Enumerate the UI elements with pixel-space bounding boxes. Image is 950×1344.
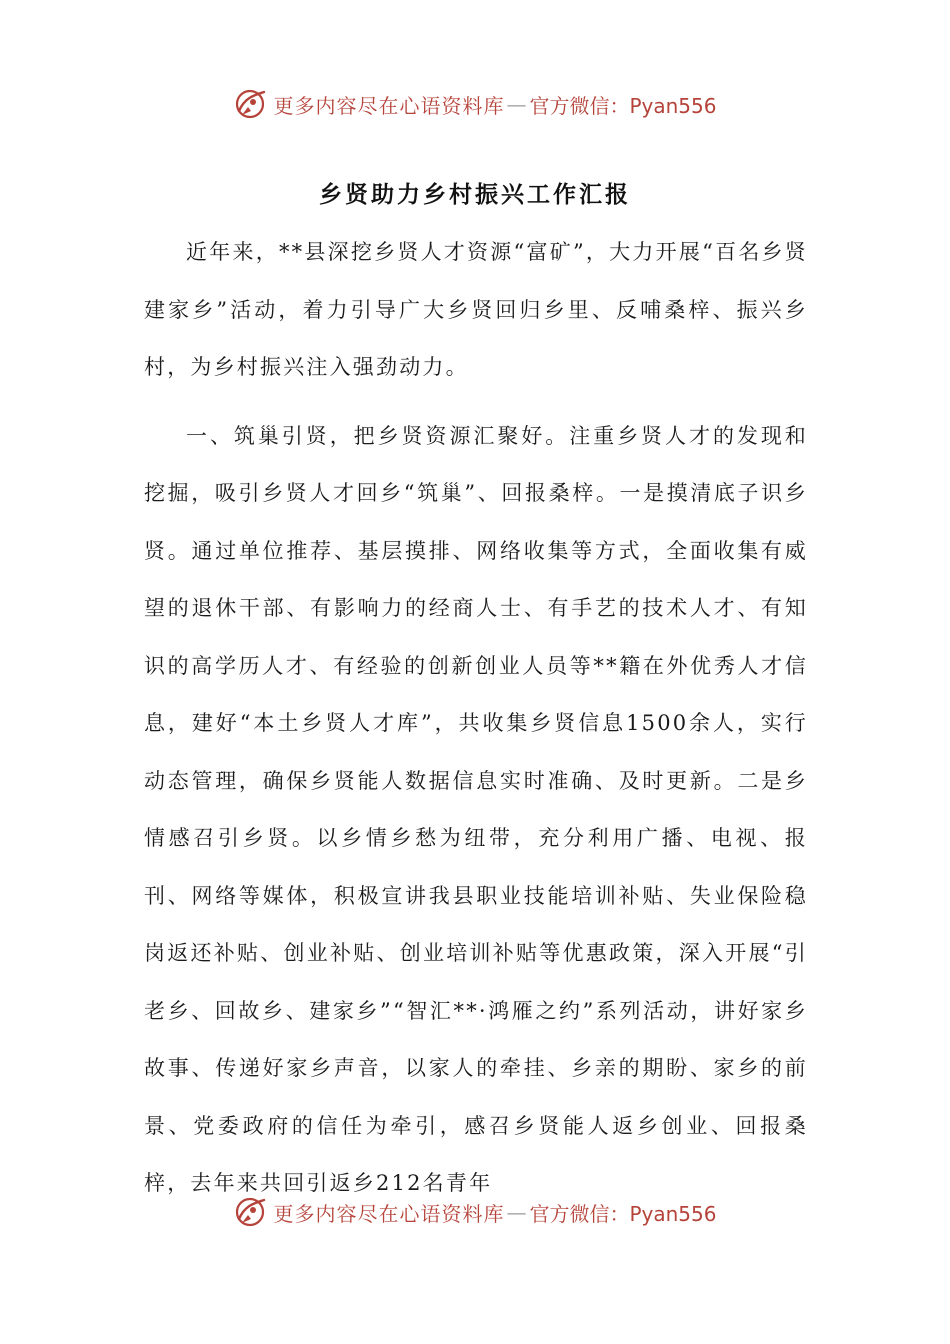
watermark-wechat: 官方微信：Pyan556: [529, 93, 717, 118]
paragraph-section-1: 一、筑巢引贤，把乡贤资源汇聚好。注重乡贤人才的发现和挖掘，吸引乡贤人才回乡“筑巢”、回报桑梓。一是摸清底子识乡贤。通过单位推荐、基层摸排、网络收集等方式，全面收集有威望的退休干部、有影响力的经商人士、有手艺的技术人才、有知识的高学历人才、有经验的创新创业人员等**籍在外优秀人才信息，建好“本土乡贤人才库”，共收集乡贤信息1500余人，实行动态管理，确保乡贤能人数据信息实时准确、及时更新。二是乡情感召引乡贤。以乡情乡愁为纽带，充分利用广播、电视、报刊、网络等媒体，积极宣讲我县职业技能培训补贴、失业保险稳岗返还补贴、创业补贴、创业培训补贴等优惠政策，深入开展“引老乡、回故乡、建家乡”“智汇**·鸿雁之约”系列活动，讲好家乡故事、传递好家乡声音，以家人的牵挂、乡亲的期盼、家乡的前景、党委政府的信任为牵引，感召乡贤能人返乡创业、回报桑梓，去年来共回引返乡212名青年: [144, 423, 808, 1195]
watermark-text: 更多内容尽在心语资料库: [273, 1201, 505, 1226]
watermark-text: 更多内容尽在心语资料库: [273, 93, 505, 118]
document-title: 乡贤助力乡村振兴工作汇报: [319, 182, 631, 208]
watermark-separator: —: [506, 1200, 528, 1224]
watermark-wechat: 官方微信：Pyan556: [529, 1201, 717, 1226]
brand-logo-icon: [233, 87, 267, 121]
document-body: [144, 224, 808, 1213]
watermark-banner-top: [0, 84, 950, 124]
watermark-banner-bottom: [0, 1192, 950, 1232]
paragraph-intro: 近年来，**县深挖乡贤人才资源“富矿”，大力开展“百名乡贤建家乡”活动，着力引导广大乡贤回归乡里、反哺桑梓、振兴乡村，为乡村振兴注入强劲动力。: [144, 240, 808, 379]
brand-logo-icon: [233, 1195, 267, 1229]
watermark-separator: —: [506, 92, 528, 116]
